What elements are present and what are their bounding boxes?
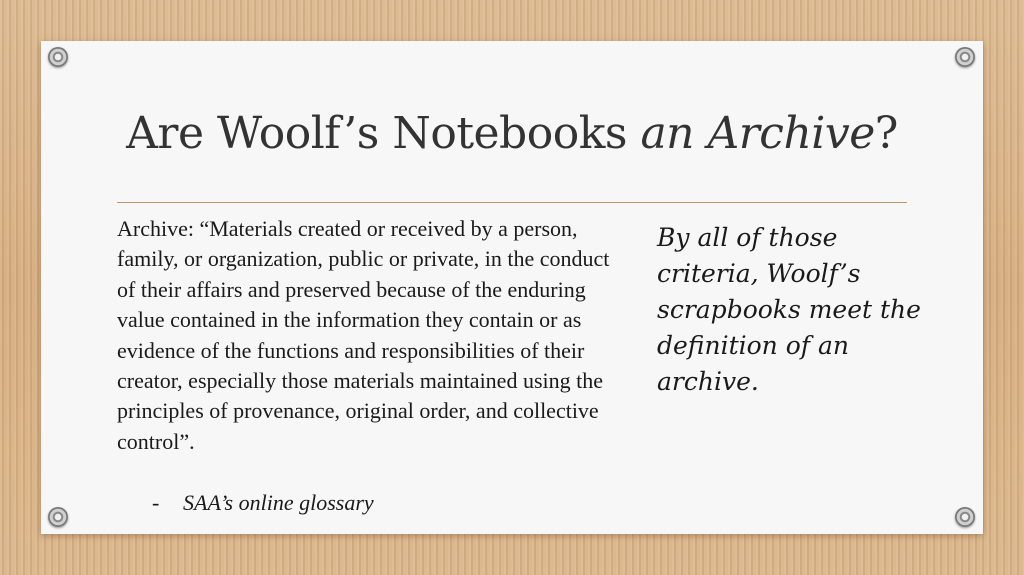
- slide-title: [0, 108, 1024, 159]
- pin-icon: [955, 47, 975, 67]
- title-divider: [117, 202, 907, 203]
- source-text: SAA’s online glossary: [183, 490, 374, 515]
- bullet-dash: -: [152, 490, 160, 515]
- title-prefix: Are Woolf’s Notebooks: [126, 108, 641, 159]
- archive-definition: Archive: “Materials created or received by a person, family, or organization, public or private, in the conduct of their affairs and preserved because of the enduring value contained in the information they contain or as evidence of the functions and responsibilities of their creator, especially those materials maintained using the principles of provenance, original order, and collective control”.: [117, 216, 610, 454]
- pin-icon: [955, 507, 975, 527]
- title-italic: an Archive: [640, 108, 875, 159]
- title-suffix: ?: [874, 108, 898, 159]
- pin-icon: [48, 507, 68, 527]
- conclusion-text: By all of those criteria, Woolf’s scrapbooks meet the definition of an archive.: [657, 223, 921, 396]
- source-citation: [152, 490, 374, 516]
- pin-icon: [48, 47, 68, 67]
- definition-block: [117, 214, 627, 457]
